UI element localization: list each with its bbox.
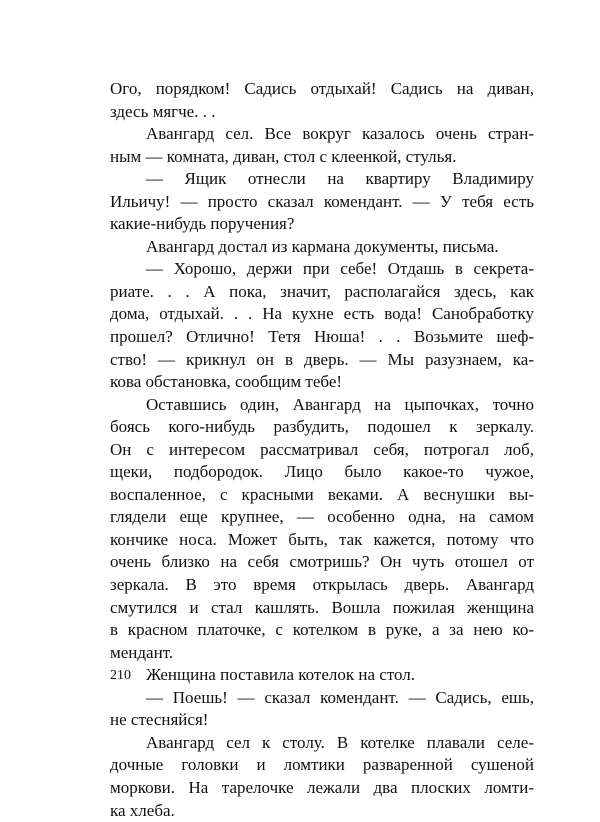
- text-line: — Ящик отнесли на квартиру Владимиру: [110, 168, 534, 191]
- text-line: в красном платочке, с котелком в руке, а за нею ко-: [110, 619, 534, 642]
- text-line: здесь мягче. . .: [110, 101, 534, 124]
- page-number: 210: [110, 668, 131, 684]
- text-line: не стесняйся!: [110, 709, 534, 732]
- text-line: Авангард достал из кармана документы, письма.: [110, 236, 534, 259]
- text-line: очень близко на себя смотришь? Он чуть отошел от: [110, 551, 534, 574]
- text-line: ным — комната, диван, стол с клеенкой, стулья.: [110, 146, 534, 169]
- text-line: прошел? Отлично! Тетя Нюша! . . Возьмите шеф-: [110, 326, 534, 349]
- text-line: глядели еще крупнее, — особенно одна, на самом: [110, 506, 534, 529]
- text-line: ство! — крикнул он в дверь. — Мы разузнаем, ка-: [110, 349, 534, 372]
- text-line: моркови. На тарелочке лежали два плоских ломти-: [110, 777, 534, 800]
- text-line: Авангард сел к столу. В котелке плавали селе-: [110, 732, 534, 755]
- text-line: боясь кого-нибудь разбудить, подошел к зеркалу.: [110, 416, 534, 439]
- text-line: воспаленное, с красными веками. А веснушки вы-: [110, 484, 534, 507]
- text-line: Он с интересом рассматривал себя, потрогал лоб,: [110, 439, 534, 462]
- text-line: Оставшись один, Авангард на цыпочках, точно: [110, 394, 534, 417]
- text-line: какие-нибудь поручения?: [110, 213, 534, 236]
- text-line: ка хлеба.: [110, 800, 534, 822]
- text-line: Авангард сел. Все вокруг казалось очень стран-: [110, 123, 534, 146]
- text-line: зеркала. В это время открылась дверь. Авангард: [110, 574, 534, 597]
- text-line: дочные головки и ломтики разваренной сушеной: [110, 754, 534, 777]
- text-line: мендант.: [110, 642, 534, 665]
- text-line: риате. . . А пока, значит, располагайся здесь, как: [110, 281, 534, 304]
- text-line: Ого, порядком! Садись отдыхай! Садись на диван,: [110, 78, 534, 101]
- text-line: — Хорошо, держи при себе! Отдашь в секрета-: [110, 258, 534, 281]
- text-line: — Поешь! — сказал комендант. — Садись, ешь,: [110, 687, 534, 710]
- text-line: дома, отдыхай. . . На кухне есть вода! Санобработку: [110, 303, 534, 326]
- text-line: Женщина поставила котелок на стол.: [110, 664, 534, 687]
- text-line: кова обстановка, сообщим тебе!: [110, 371, 534, 394]
- text-line: Ильичу! — просто сказал комендант. — У тебя есть: [110, 191, 534, 214]
- text-line: смутился и стал кашлять. Вошла пожилая женщина: [110, 597, 534, 620]
- body-text: [110, 78, 534, 822]
- text-line: кончике носа. Может быть, так кажется, потому что: [110, 529, 534, 552]
- text-line: щеки, подбородок. Лицо было какое-то чужое,: [110, 461, 534, 484]
